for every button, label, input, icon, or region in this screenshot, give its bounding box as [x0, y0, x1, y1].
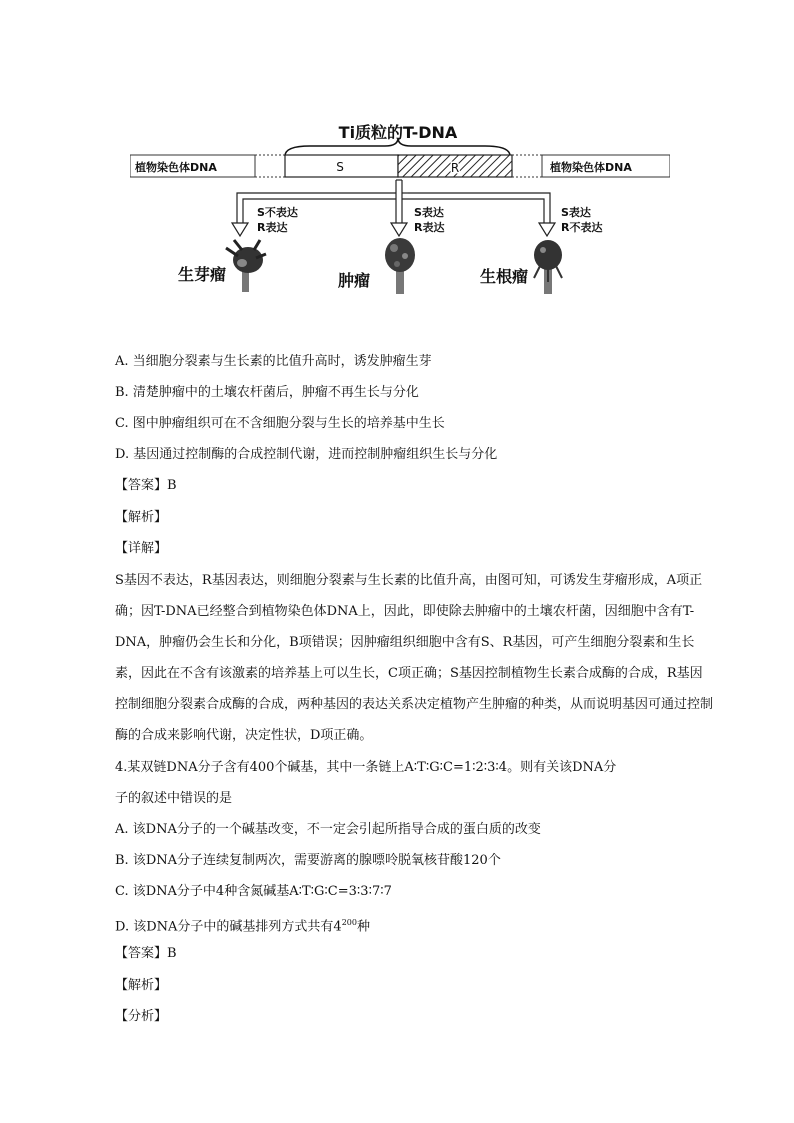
shoot-tumor-image — [226, 240, 266, 292]
q4-option-a: A. 该DNA分子的一个碱基改变，不一定会引起所指导合成的蛋白质的改变 — [115, 822, 541, 837]
q4-option-c: C. 该DNA分子中4种含氮碱基A∶T∶G∶C=3∶3∶7∶7 — [115, 884, 392, 899]
q3-option-b: B. 清楚肿瘤中的土壤农杆菌后，肿瘤不再生长与分化 — [115, 385, 419, 400]
q4-analysis-heading: 【解析】 — [115, 978, 168, 993]
q3-answer: 【答案】B — [115, 478, 177, 493]
q4-option-d-suffix: 种 — [356, 919, 370, 935]
q4-fenxi-heading: 【分析】 — [115, 1009, 168, 1024]
q4-option-d-exponent: 200 — [341, 918, 357, 927]
q3-detail-heading: 【详解】 — [115, 541, 168, 556]
branch1-line2: R表达 — [257, 221, 288, 234]
q4-option-b: B. 该DNA分子连续复制两次，需要游离的腺嘌呤脱氧核苷酸120个 — [115, 853, 501, 868]
branch2-line1: S表达 — [414, 206, 444, 219]
branch3-line1: S表达 — [561, 206, 591, 219]
s-segment-label: S — [336, 160, 344, 174]
tumor-label-tumor: 肿瘤 — [338, 271, 371, 290]
arrow-head-middle — [391, 223, 407, 236]
tumor-label-root: 生根瘤 — [480, 267, 529, 286]
q3-option-a: A. 当细胞分裂素与生长素的比值升高时，诱发肿瘤生芽 — [115, 354, 432, 369]
tumor-image — [385, 238, 415, 294]
q4-stem-line2: 子的叙述中错误的是 — [115, 791, 233, 806]
q4-stem-line1: 4.某双链DNA分子含有400个碱基，其中一条链上A∶T∶G∶C=1∶2∶3∶4。则有关该DNA分 — [115, 760, 617, 775]
tumor-label-shoot: 生芽瘤 — [178, 265, 227, 284]
q3-analysis-heading: 【解析】 — [115, 510, 168, 525]
figure-title: Ti质粒的T-DNA — [338, 123, 458, 142]
arrow-head-left — [232, 223, 248, 236]
root-tumor-image — [534, 240, 562, 294]
q3-option-c: C. 图中肿瘤组织可在不含细胞分裂与生长的培养基中生长 — [115, 416, 445, 431]
branch3-line2: R不表达 — [561, 221, 603, 234]
q3-detail-paragraph: S基因不表达，R基因表达，则细胞分裂素与生长素的比值升高，由图可知，可诱发生芽瘤形成，A项正确；因T-DNA已经整合到植物染色体DNA上，因此，即使除去肿瘤中的土壤农杆菌，因细胞中含有T-DNA，肿瘤仍会生长和分化，B项错误；因肿瘤组织细胞中含有S、R基因，可产生细胞分裂素和生长素，因此在不含有该激素的培养基上可以生长，C项正确；S基因控制植物生长素合成酶的合成，R基因控制细胞分裂素合成酶的合成，两种基因的表达关系决定植物产生肿瘤的种类，从而说明基因可通过控制酶的合成来影响代谢，决定性状，D项正确。 — [115, 573, 714, 743]
arrow-head-right — [539, 223, 555, 236]
branch2-line2: R表达 — [414, 221, 445, 234]
q4-option-d — [115, 913, 370, 937]
left-dna-label: 植物染色体DNA — [135, 161, 217, 174]
title-brace — [285, 138, 510, 156]
branch1-line1: S不表达 — [257, 206, 298, 219]
q3-option-d: D. 基因通过控制酶的合成控制代谢，进而控制肿瘤组织生长与分化 — [115, 447, 498, 462]
q4-option-d-prefix: D. 该DNA分子中的碱基排列方式共有4 — [115, 919, 342, 935]
right-dna-label: 植物染色体DNA — [550, 161, 632, 174]
q4-answer: 【答案】B — [115, 946, 177, 961]
r-segment-label: R — [450, 161, 460, 175]
